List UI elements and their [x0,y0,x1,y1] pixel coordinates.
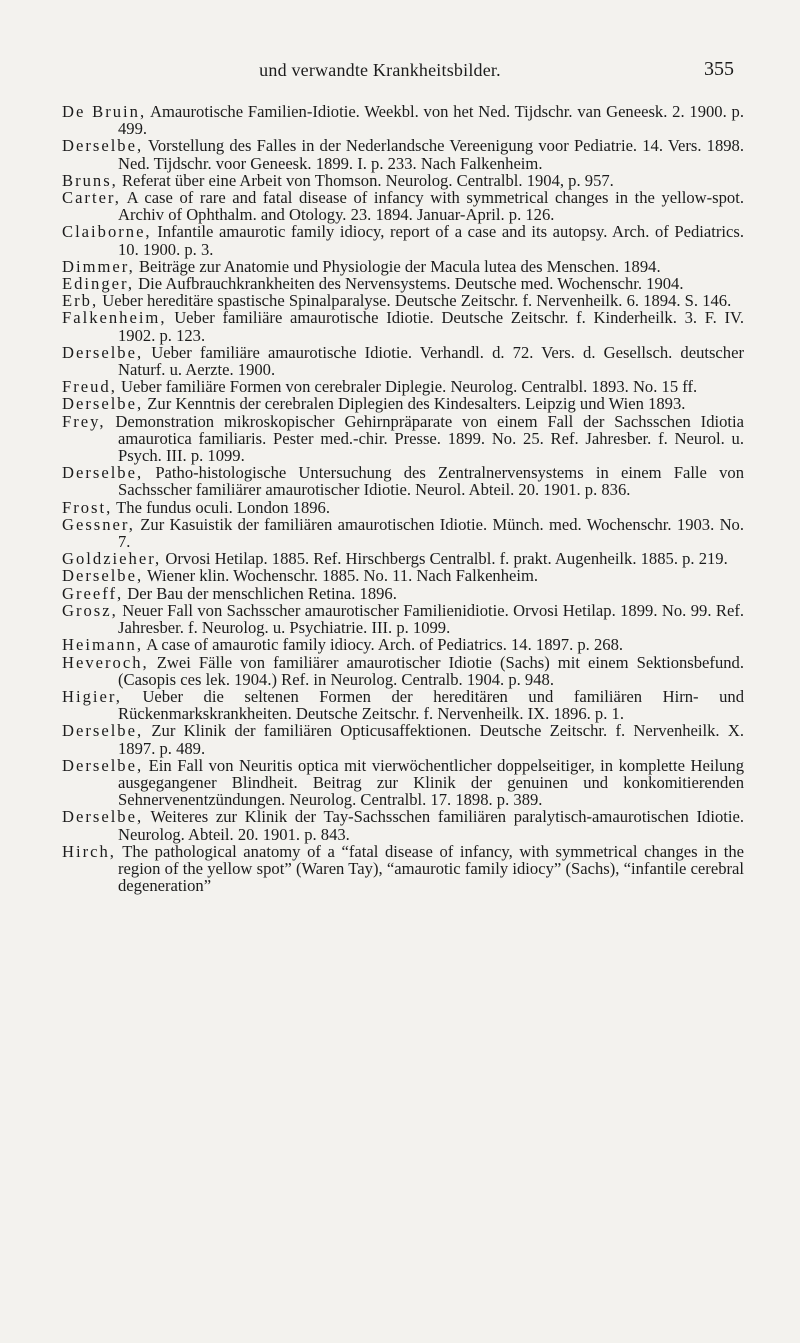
bibliography-entry [62,103,744,137]
entry-reference-text: Vorstellung des Falles in der Nederlandsche Vereenigung voor Pediatrie. 14. Vers. 1898. Ned. Tijdschr. voor Geneesk. 1899. I. p. 233. Nach Falkenheim. [118,136,744,173]
entry-author: Goldzieher, [62,549,162,569]
bibliography-entry [62,223,744,257]
bibliography-entry [62,602,744,636]
entry-reference-text: Patho-histologische Untersuchung des Zentralnervensystems in einem Falle von Sachsscher familiärer amaurotischer Idiotie. Neurol. Abteil. 20. 1901. p. 836. [118,463,744,500]
entry-author: Derselbe, [62,755,144,775]
bibliography-entry [62,757,744,809]
entry-reference-text: Neuer Fall von Sachsscher amaurotischer Familienidiotie. Orvosi Hetilap. 1899. No. 99. Ref. Jahresber. f. Neurolog. u. Psychiatrie. III. p. 1099. [117,600,744,638]
bibliography-entry [62,567,744,584]
bibliography-entry [62,395,744,412]
bibliography-entry [62,292,744,309]
entry-reference-text: Amaurotische Familien-Idiotie. Weekbl. von het Ned. Tijdschr. van Geneesk. 2. 1900. p. 499. [118,102,744,139]
entry-reference-text: Wiener klin. Wochenschr. 1885. No. 11. Nach Falkenheim. [143,566,539,586]
entry-author: Derselbe, [62,136,144,156]
bibliography-list [62,103,744,894]
entry-reference-text: Demonstration mikroskopischer Gehirnpräparate von einem Fall der Sachsschen Idiotia amaurotica familiaris. Pester med.-chir. Presse. 1899. No. 25. Ref. Jahresber. f. Neurol. u. Psych. III. p. 1099. [105,411,744,466]
entry-reference-text: Ueber familiäre amaurotische Idiotie. Verhandl. d. 72. Vers. d. Gesellsch. deutscher Naturf. u. Aerzte. 1900. [118,342,744,380]
entry-author: Gessner, [62,514,135,534]
entry-author: Erb, [62,291,99,311]
entry-author: Higier, [62,686,122,706]
entry-author: Hirch, [62,841,116,861]
entry-reference-text: The pathological anatomy of a “fatal disease of infancy, with symmetrical changes in the region of the yellow spot” (Waren Tay), “amaurotic family idiocy” (Sachs), “infantile cerebral degeneration” [115,841,744,896]
entry-author: Edinger, [62,274,135,294]
entry-reference-text: Zur Kasuistik der familiären amaurotischen Idiotie. Münch. med. Wochenschr. 1903. No. 7. [118,514,744,552]
entry-author: Claiborne, [62,222,152,242]
bibliography-entry [62,585,744,602]
entry-author: Carter, [62,188,121,208]
bibliography-entry [62,413,744,465]
bibliography-entry [62,843,744,895]
entry-reference-text: The fundus oculi. London 1896. [112,497,330,517]
entry-author: Freud, [62,377,117,397]
page-number: 355 [704,58,734,80]
bibliography-entry [62,636,744,653]
entry-author: Falkenheim, [62,308,167,328]
entry-author: Bruns, [62,170,118,190]
entry-reference-text: Ueber hereditäre spastische Spinalparalyse. Deutsche Zeitschr. f. Nervenheilk. 6. 1894. S. 146. [98,291,732,311]
bibliography-entry [62,309,744,343]
bibliography-entry [62,499,744,516]
entry-reference-text: Infantile amaurotic family idiocy, report of a case and its autopsy. Arch. of Pediatrics. 10. 1900. p. 3. [118,222,744,259]
entry-author: Derselbe, [62,463,144,483]
bibliography-entry [62,464,744,498]
bibliography-entry [62,378,744,395]
entry-reference-text: Ueber die seltenen Formen der hereditären und familiären Hirn- und Rückenmarkskrankheiten. Deutsche Zeitschr. f. Nervenheilk. IX. 1896. p. 1. [118,686,744,724]
bibliography-entry [62,344,744,378]
entry-author: Derselbe, [62,721,144,741]
entry-author: Derselbe, [62,342,144,362]
entry-reference-text: Zwei Fälle von familiärer amaurotischer Idiotie (Sachs) mit einem Sektionsbefund. (Casopis ces lek. 1904.) Ref. in Neurolog. Centralb. 1904. p. 948. [118,652,744,689]
entry-author: Heimann, [62,635,143,655]
entry-reference-text: Beiträge zur Anatomie und Physiologie der Macula lutea des Menschen. 1894. [134,256,661,276]
entry-reference-text: Weiteres zur Klinik der Tay-Sachsschen familiären paralytisch-amaurotischen Idiotie. Neurolog. Abteil. 20. 1901. p. 843. [118,807,744,844]
bibliography-entry [62,722,744,756]
bibliography-entry [62,688,744,722]
entry-author: Derselbe, [62,566,144,586]
bibliography-entry [62,516,744,550]
entry-reference-text: Zur Klinik der familiären Opticusaffektionen. Deutsche Zeitschr. f. Nervenheilk. X. 1897. p. 489. [118,721,744,758]
entry-reference-text: A case of amaurotic family idiocy. Arch. of Pediatrics. 14. 1897. p. 268. [142,635,624,655]
bibliography-entry [62,189,744,223]
bibliography-entry [62,172,744,189]
entry-author: Frey, [62,411,106,431]
entry-reference-text: Ueber familiäre Formen von cerebraler Diplegie. Neurolog. Centralbl. 1893. No. 15 ff. [116,377,698,397]
entry-reference-text: Ueber familiäre amaurotische Idiotie. Deutsche Zeitschr. f. Kinderheilk. 3. F. IV. 1902. p. 123. [118,308,744,345]
page-header [0,60,800,90]
bibliography-entry [62,550,744,567]
bibliography-entry [62,654,744,688]
entry-author: Dimmer, [62,256,135,276]
entry-reference-text: Referat über eine Arbeit von Thomson. Neurolog. Centralbl. 1904, p. 957. [117,170,614,190]
entry-reference-text: Die Aufbrauchkrankheiten des Nervensystems. Deutsche med. Wochenschr. 1904. [134,274,684,294]
entry-author: Greeff, [62,583,124,603]
entry-reference-text: Orvosi Hetilap. 1885. Ref. Hirschbergs Centralbl. f. prakt. Augenheilk. 1885. p. 219. [161,549,728,569]
entry-reference-text: A case of rare and fatal disease of infancy with symmetrical changes in the yellow-spot. Archiv of Ophthalm. and Otology. 23. 1894. Januar-April. p. 126. [118,188,744,225]
entry-reference-text: Ein Fall von Neuritis optica mit vierwöchentlicher doppelseitiger, in komplette Heilung ausgegangener Blindheit. Beitrag zur Klinik der genuinen und konkomitierenden Sehnervenentzündungen. Neurolog. Centralbl. 17. 1898. p. 389. [118,755,744,810]
entry-reference-text: Der Bau der menschlichen Retina. 1896. [123,583,397,603]
bibliography-entry [62,258,744,275]
entry-author: Derselbe, [62,394,144,414]
entry-author: Heveroch, [62,652,149,672]
running-title: und verwandte Krankheitsbilder. [259,60,501,80]
entry-author: Derselbe, [62,807,144,827]
bibliography-entry [62,275,744,292]
entry-author: Frost, [62,497,113,517]
bibliography-entry [62,137,744,171]
entry-reference-text: Zur Kenntnis der cerebralen Diplegien des Kindesalters. Leipzig und Wien 1893. [143,394,686,414]
entry-author: De Bruin, [62,102,147,121]
entry-author: Grosz, [62,600,118,620]
bibliography-entry [62,808,744,842]
